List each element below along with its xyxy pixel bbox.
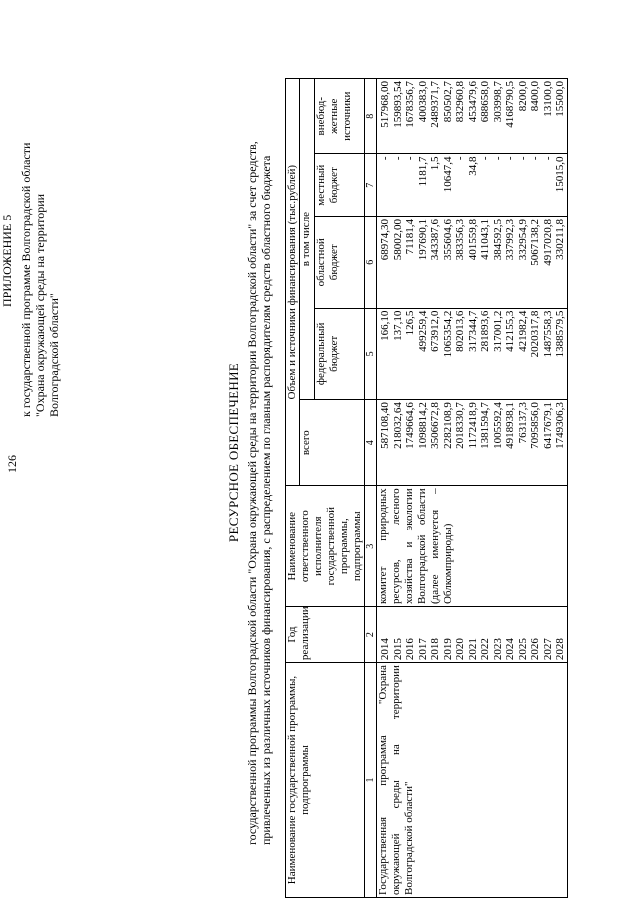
page-number: 126 bbox=[5, 455, 19, 473]
cell-value: - bbox=[516, 156, 529, 161]
cell-value: 13100,0 bbox=[541, 81, 554, 117]
cell-value: 166,10 bbox=[379, 310, 391, 341]
federal-cell bbox=[377, 308, 568, 400]
cell-value: 34,8 bbox=[466, 156, 479, 176]
cell-value: 2028 bbox=[554, 638, 566, 661]
cell-value: 1098814,2 bbox=[416, 402, 429, 449]
cell-value: 2021 bbox=[466, 638, 479, 661]
cell-value: 587108,40 bbox=[379, 402, 391, 449]
cell-value: 384592,5 bbox=[491, 218, 504, 261]
cell-value: - bbox=[479, 156, 491, 161]
cell-value: 1005592,4 bbox=[491, 402, 504, 449]
column-number: 4 bbox=[365, 400, 377, 486]
column-number: 7 bbox=[365, 154, 377, 217]
cell-value: 4917020,8 bbox=[541, 218, 554, 266]
cell-value: 763137,3 bbox=[516, 402, 529, 444]
column-number: 1 bbox=[365, 663, 377, 898]
cell-value: 1487558,3 bbox=[541, 310, 554, 358]
cell-value: 4918938,1 bbox=[504, 402, 516, 449]
header-total: всего bbox=[300, 400, 365, 486]
cell-value: 4168790,5 bbox=[504, 81, 516, 128]
years-cell bbox=[377, 607, 568, 663]
cell-value: 2027 bbox=[541, 638, 554, 661]
appendix-text: к государственной программе Волгоградской области "Охрана окружающей среды на территории Волгоградской области" bbox=[19, 142, 61, 417]
appendix-title: ПРИЛОЖЕНИЕ 5 bbox=[0, 214, 14, 307]
cell-value: 411043,1 bbox=[479, 218, 491, 260]
cell-value: 2018 bbox=[429, 638, 441, 661]
cell-value: 453479,6 bbox=[466, 81, 479, 123]
cell-value: 58002,00 bbox=[391, 218, 404, 261]
cell-value: 2023 bbox=[491, 638, 504, 661]
cell-value: 1388579,5 bbox=[554, 310, 566, 358]
cell-value: 126,5 bbox=[404, 310, 416, 336]
cell-value: 401559,8 bbox=[466, 218, 479, 261]
cell-value: 2022 bbox=[479, 638, 491, 661]
cell-value: 281893,6 bbox=[479, 310, 491, 352]
cell-value: 2282108,9 bbox=[441, 402, 454, 449]
funding-table bbox=[285, 78, 568, 898]
column-number-row bbox=[365, 79, 377, 898]
cell-value: 2025 bbox=[516, 638, 529, 661]
cell-value: - bbox=[454, 156, 466, 161]
cell-value: 332954,9 bbox=[516, 218, 529, 261]
cell-value: - bbox=[504, 156, 516, 161]
cell-value: - bbox=[491, 156, 504, 161]
cell-value: - bbox=[391, 156, 404, 161]
table-row bbox=[377, 79, 568, 898]
cell-value: 2016 bbox=[404, 638, 416, 661]
cell-value: 2020 bbox=[454, 638, 466, 661]
cell-value: 15500,0 bbox=[554, 81, 566, 117]
cell-value: 2018330,7 bbox=[454, 402, 466, 449]
cell-value: 517968,00 bbox=[379, 81, 391, 128]
header-extrabudget: внебюд-жетные источники bbox=[315, 79, 365, 154]
cell-value: 2019 bbox=[441, 638, 454, 661]
cell-value: 15015,0 bbox=[554, 156, 566, 193]
appendix-block bbox=[0, 37, 61, 417]
regional-cell bbox=[377, 216, 568, 308]
program-name-cell: Государственная программа "Охрана окружающей среды на территории Волгоградской области" bbox=[377, 663, 568, 898]
header-year: Год реализации bbox=[286, 607, 365, 663]
header-including: в том числе bbox=[300, 79, 315, 400]
cell-value: 355604,6 bbox=[441, 218, 454, 261]
header-executor: Наименование ответственного исполнителя государственной программы, подпрограммы bbox=[286, 486, 365, 607]
cell-value: 850502,7 bbox=[441, 81, 454, 123]
cell-value: 802013,6 bbox=[454, 310, 466, 352]
header-program-name: Наименование государственной программы, подпрограммы bbox=[286, 663, 365, 898]
header-regional: областной бюджет bbox=[315, 216, 365, 308]
header-volume: Объем и источники финансирования (тыс.рублей) bbox=[286, 79, 300, 486]
cell-value: 688658,0 bbox=[479, 81, 491, 123]
cell-value: 218032,64 bbox=[391, 402, 404, 449]
column-number: 2 bbox=[365, 607, 377, 663]
cell-value: 5067138,2 bbox=[529, 218, 541, 266]
header-federal: федеральный бюджет bbox=[315, 308, 365, 400]
cell-value: 383356,3 bbox=[454, 218, 466, 261]
cell-value: 2489371,7 bbox=[429, 81, 441, 128]
cell-value: 2015 bbox=[391, 638, 404, 661]
column-number: 3 bbox=[365, 486, 377, 607]
cell-value: 1181,7 bbox=[416, 156, 429, 187]
cell-value: 8200,0 bbox=[516, 81, 529, 112]
cell-value: - bbox=[404, 156, 416, 161]
cell-value: 412155,3 bbox=[504, 310, 516, 352]
cell-value: 68974,30 bbox=[379, 218, 391, 261]
header-local: местный бюджет bbox=[315, 154, 365, 217]
cell-value: 197690,1 bbox=[416, 218, 429, 261]
cell-value: 343387,6 bbox=[429, 218, 441, 261]
executor-cell: комитет природных ресурсов, лесного хозяйства и экологии Волгоградской области (далее именуется – Облкомприроды) bbox=[377, 486, 568, 607]
cell-value: 2014 bbox=[379, 638, 391, 661]
cell-value: 1381594,7 bbox=[479, 402, 491, 449]
cell-value: 1678356,7 bbox=[404, 81, 416, 128]
cell-value: - bbox=[379, 156, 391, 161]
cell-value: 2020317,8 bbox=[529, 310, 541, 358]
cell-value: 1749664,6 bbox=[404, 402, 416, 449]
cell-value: 337992,3 bbox=[504, 218, 516, 261]
cell-value: 2024 bbox=[504, 638, 516, 661]
cell-value: 317001,2 bbox=[491, 310, 504, 352]
local-cell bbox=[377, 154, 568, 217]
cell-value: 71181,4 bbox=[404, 218, 416, 255]
cell-value: 3506672,8 bbox=[429, 402, 441, 449]
cell-value: 1065354,2 bbox=[441, 310, 454, 358]
cell-value: 499259,4 bbox=[416, 310, 429, 352]
cell-value: 7095856,0 bbox=[529, 402, 541, 449]
cell-value: 1749306,3 bbox=[554, 402, 566, 449]
column-number: 5 bbox=[365, 308, 377, 400]
cell-value: 6417679,1 bbox=[541, 402, 554, 449]
document-subtitle: государственной программы Волгоградской области "Охрана окружающей среды на территории Волгоградской области" за счет средств, привлеченных из различных источников финансирования, с распределением по главным распорядителям средств областного бюджета bbox=[245, 141, 273, 845]
cell-value: 673912,0 bbox=[429, 310, 441, 352]
cell-value: 1,5 bbox=[429, 156, 441, 171]
cell-value: - bbox=[529, 156, 541, 161]
extrabudget-cell bbox=[377, 79, 568, 154]
cell-value: 400383,0 bbox=[416, 81, 429, 123]
cell-value: 303998,7 bbox=[491, 81, 504, 123]
cell-value: - bbox=[541, 156, 554, 161]
cell-value: 330211,8 bbox=[554, 218, 566, 260]
cell-value: 317344,7 bbox=[466, 310, 479, 352]
cell-value: 2017 bbox=[416, 638, 429, 661]
cell-value: 10647,4 bbox=[441, 156, 454, 193]
cell-value: 2026 bbox=[529, 638, 541, 661]
column-number: 8 bbox=[365, 79, 377, 154]
cell-value: 1172418,9 bbox=[466, 402, 479, 449]
document-heading: РЕСУРСНОЕ ОБЕСПЕЧЕНИЕ bbox=[226, 362, 241, 543]
cell-value: 832960,8 bbox=[454, 81, 466, 123]
cell-value: 137,10 bbox=[391, 310, 404, 341]
cell-value: 159893,54 bbox=[391, 81, 404, 128]
column-number: 6 bbox=[365, 216, 377, 308]
cell-value: 421982,4 bbox=[516, 310, 529, 352]
total-cell bbox=[377, 400, 568, 486]
cell-value: 8400,0 bbox=[529, 81, 541, 112]
